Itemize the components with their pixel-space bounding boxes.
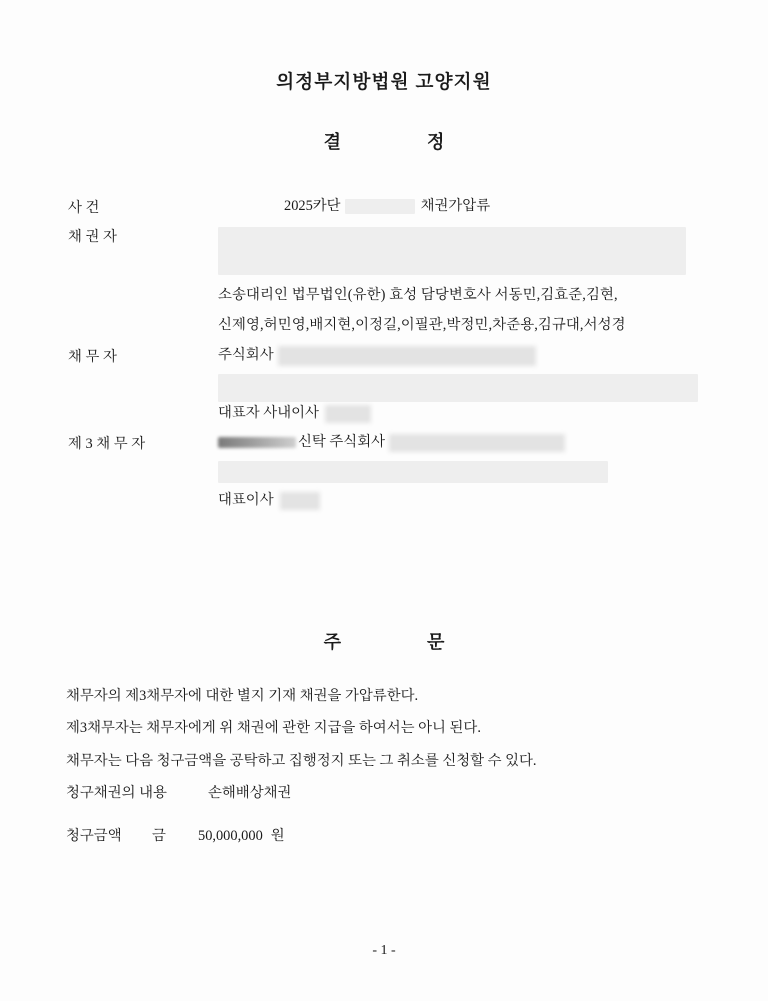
debtor-rep-label: 대표자 사내이사	[218, 405, 319, 421]
third-debtor-label: 제 3 채 무 자	[68, 436, 146, 452]
third-debtor-name: 신탁 주식회사	[298, 434, 386, 450]
redacted-third-debtor-suffix	[389, 434, 565, 452]
redacted-creditor-block	[218, 227, 686, 275]
field-row-debtor	[68, 345, 708, 374]
claim-content-value: 손해배상채권	[208, 785, 292, 802]
case-label-text: 사 건	[68, 200, 100, 216]
redacted-third-debtor-prefix	[218, 437, 296, 448]
third-debtor-address-value	[218, 461, 708, 483]
redacted-case-number	[345, 199, 415, 214]
order-heading	[0, 628, 768, 654]
order-line-2: 제3채무자는 채무자에게 위 채권에 관한 지급을 하여서는 아니 된다.	[66, 720, 481, 737]
third-debtor-value	[218, 432, 708, 454]
field-row-debtor-rep	[68, 403, 708, 432]
order-body	[66, 680, 716, 852]
case-number-prefix: 2025카단	[284, 198, 341, 214]
debtor-label: 채 무 자	[68, 349, 117, 365]
claim-amount-unit: 원	[270, 827, 285, 844]
field-row-case	[68, 196, 708, 225]
field-row-third-debtor-rep	[68, 490, 708, 519]
field-row-debtor-address	[68, 374, 708, 403]
document-type-heading	[0, 128, 768, 154]
creditor-label: 채 권 자	[68, 229, 117, 245]
debtor-company-prefix: 주식회사	[218, 347, 274, 363]
creditor-value	[218, 225, 708, 275]
claim-content-label: 청구채권의 내용	[66, 785, 167, 802]
case-value	[284, 196, 708, 218]
order-line-3: 채무자는 다음 청구금액을 공탁하고 집행정지 또는 그 취소를 신청할 수 있다.	[66, 752, 537, 769]
debtor-rep-value	[218, 403, 708, 425]
debtor-value	[218, 345, 708, 367]
agent-line-2: 신제영,허민영,배지현,이정길,이필관,박정민,차준용,김규대,서성경	[218, 316, 626, 333]
field-row-agent	[68, 275, 708, 345]
field-row-third-debtor	[68, 432, 708, 461]
order-line-1: 채무자의 제3채무자에 대한 별지 기재 채권을 가압류한다.	[66, 688, 419, 704]
document-type-left: 결	[323, 132, 341, 152]
agent-line-1: 소송대리인 법무법인(유한) 효성 담당변호사 서동민,김효준,김현,	[218, 287, 618, 303]
debtor-address-value	[218, 374, 708, 402]
redacted-debtor-name	[278, 346, 536, 366]
agent-value	[218, 275, 708, 340]
order-heading-left: 주	[323, 632, 341, 652]
claim-amount-currency: 금	[152, 827, 166, 844]
page-number: - 1 -	[372, 943, 396, 958]
document-type-right: 정	[427, 132, 445, 152]
redacted-third-debtor-address	[218, 461, 608, 483]
redacted-third-debtor-rep-name	[280, 492, 320, 510]
field-row-creditor	[68, 225, 708, 275]
third-debtor-rep-label: 대표이사	[218, 492, 274, 508]
third-debtor-rep-value	[218, 490, 708, 512]
order-heading-right: 문	[427, 632, 445, 652]
field-row-third-debtor-address	[68, 461, 708, 490]
claim-amount-label: 청구금액	[66, 827, 122, 844]
claim-amount-row	[66, 820, 716, 852]
case-fields	[68, 196, 708, 519]
redacted-debtor-address	[218, 374, 698, 402]
redacted-debtor-rep-name	[325, 405, 371, 423]
case-label	[68, 196, 284, 217]
claim-amount-value: 50,000,000	[198, 827, 263, 844]
claim-content-row	[66, 777, 716, 809]
case-type: 채권가압류	[420, 198, 491, 214]
court-name: 의정부지방법원 고양지원	[276, 73, 492, 93]
